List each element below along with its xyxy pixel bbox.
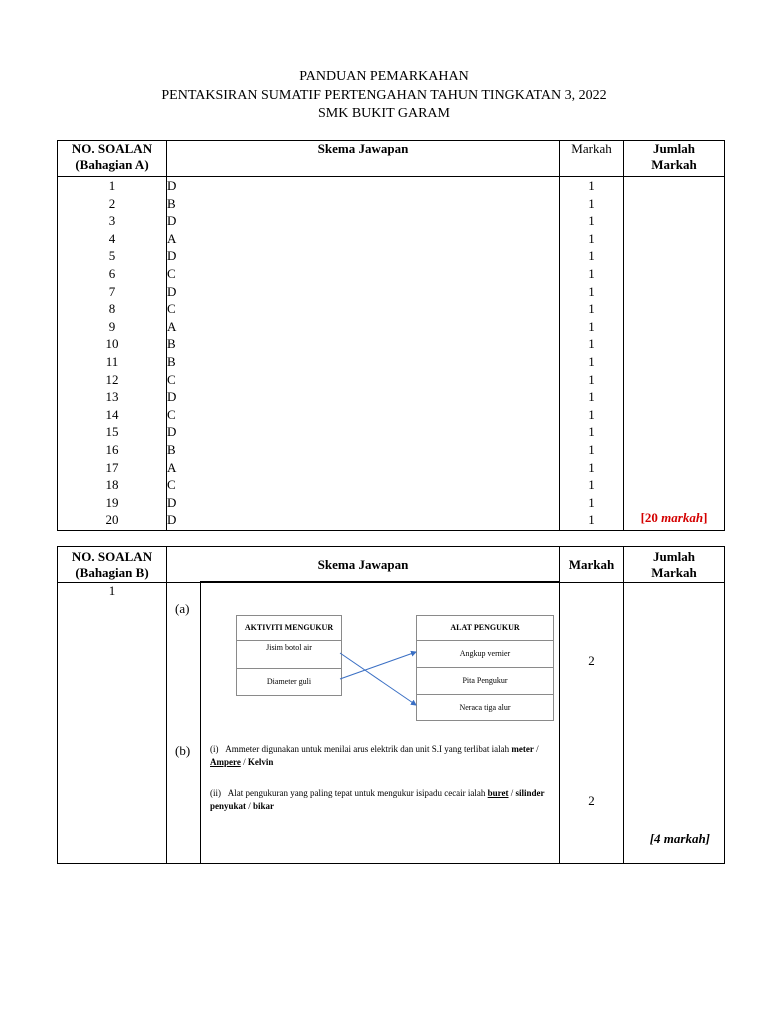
col-skema-b bbox=[167, 547, 560, 583]
answer-keys bbox=[167, 177, 560, 531]
b-i-option-1: meter bbox=[511, 744, 534, 754]
col-no-b-sub-label: (Bahagian B) bbox=[75, 564, 149, 580]
section-b-scheme-cell bbox=[167, 583, 560, 864]
b-ii-option-3: bikar bbox=[253, 801, 275, 811]
part-b-i bbox=[210, 743, 550, 769]
answer-key: D bbox=[167, 389, 177, 405]
section-a-total bbox=[624, 510, 724, 526]
answer-key: C bbox=[167, 477, 176, 493]
question-number: 20 bbox=[105, 512, 119, 528]
mark-value: 1 bbox=[588, 512, 595, 528]
question-number: 16 bbox=[105, 441, 119, 457]
section-a-total-cell bbox=[624, 177, 725, 531]
b-ii-text: Alat pengukuran yang paling tepat untuk mengukur isipadu cecair ialah bbox=[227, 788, 488, 798]
question-number: 11 bbox=[105, 353, 119, 369]
question-number: 6 bbox=[108, 265, 116, 281]
question-number: 18 bbox=[105, 477, 119, 493]
col-no-soalan bbox=[58, 141, 167, 177]
matching-diagram bbox=[227, 615, 552, 725]
section-b-body-row bbox=[58, 583, 725, 864]
school-name: SMK BUKIT GARAM bbox=[318, 106, 450, 121]
doc-subtitle: PENTAKSIRAN SUMATIF PERTENGAHAN TAHUN TINGKATAN 3, 2022 bbox=[161, 88, 607, 103]
question-number: 19 bbox=[105, 494, 119, 510]
answer-key: A bbox=[167, 230, 177, 246]
answer-key: D bbox=[167, 283, 177, 299]
section-a-body-row bbox=[58, 177, 725, 531]
col-jumlah-b-label: Jumlah bbox=[653, 548, 695, 564]
mark-value: 1 bbox=[588, 213, 595, 229]
answer-key: D bbox=[167, 512, 177, 528]
answer-key: D bbox=[167, 424, 177, 440]
answer-key: C bbox=[167, 406, 176, 422]
question-number: 5 bbox=[108, 248, 116, 264]
b-ii-sep-1: / bbox=[508, 788, 516, 798]
part-b-ii bbox=[210, 787, 550, 813]
tool-item-1: Angkup vernier bbox=[417, 640, 553, 667]
question-number: 14 bbox=[105, 406, 119, 422]
col-no-soalan-b bbox=[58, 547, 167, 583]
mark-value: 1 bbox=[588, 195, 595, 211]
col-skema bbox=[167, 141, 560, 177]
answer-key: B bbox=[167, 353, 176, 369]
matching-arrows bbox=[227, 615, 552, 725]
section-b-total-cell bbox=[624, 583, 725, 864]
col-jumlah-sub-label: Markah bbox=[651, 157, 697, 172]
question-b-no: 1 bbox=[108, 583, 116, 598]
activity-header: AKTIVITI MENGUKUR bbox=[244, 623, 334, 632]
mark-value: 1 bbox=[588, 494, 595, 510]
mark-value: 1 bbox=[588, 318, 595, 334]
answer-key: A bbox=[167, 318, 177, 334]
question-number: 13 bbox=[105, 389, 119, 405]
mark-value: 1 bbox=[588, 371, 595, 387]
col-jumlah bbox=[624, 141, 725, 177]
answer-key: C bbox=[167, 371, 176, 387]
question-number: 15 bbox=[105, 424, 119, 440]
answer-key: B bbox=[167, 441, 176, 457]
answer-key: B bbox=[167, 336, 176, 352]
part-b-mark: 2 bbox=[588, 793, 595, 808]
tool-item-3: Neraca tiga alur bbox=[417, 694, 553, 721]
mark-value: 1 bbox=[588, 441, 595, 457]
question-number: 10 bbox=[105, 336, 119, 352]
col-markah bbox=[560, 141, 624, 177]
col-skema-b-label: Skema Jawapan bbox=[317, 556, 409, 572]
section-b-total: [4 markah] bbox=[649, 831, 710, 846]
answer-key: D bbox=[167, 213, 177, 229]
mark-value: 1 bbox=[588, 248, 595, 264]
col-markah-b-label: Markah bbox=[568, 556, 615, 572]
tool-header: ALAT PENGUKUR bbox=[450, 623, 520, 632]
b-i-option-3: Kelvin bbox=[247, 757, 274, 767]
arrow-diameter-to-angkup bbox=[340, 652, 416, 679]
b-i-sep-2: / bbox=[240, 757, 248, 767]
b-i-option-2: Ampere bbox=[210, 757, 241, 767]
total-close: ] bbox=[703, 510, 708, 525]
answer-key: B bbox=[167, 195, 176, 211]
answer-key: D bbox=[167, 248, 177, 264]
inner-divider bbox=[200, 583, 201, 863]
b-i-text: Ammeter digunakan untuk menilai arus elektrik dan unit S.I yang terlibat ialah bbox=[225, 744, 512, 754]
question-number: 17 bbox=[105, 459, 119, 475]
question-number: 1 bbox=[108, 178, 116, 193]
mark-value: 1 bbox=[588, 353, 595, 369]
answer-key: D bbox=[167, 494, 177, 510]
answer-key: A bbox=[167, 459, 177, 475]
arrow-jisim-to-neraca bbox=[340, 653, 416, 705]
mark-value: 1 bbox=[588, 477, 595, 493]
question-number-b bbox=[58, 583, 167, 864]
section-a-header-row bbox=[58, 141, 725, 177]
mark-value: 1 bbox=[588, 424, 595, 440]
activity-item-1: Jisim botol air bbox=[237, 640, 341, 668]
mark-value: 1 bbox=[588, 230, 595, 246]
question-number: 8 bbox=[108, 301, 116, 317]
mark-value: 1 bbox=[588, 336, 595, 352]
mark-value: 1 bbox=[588, 178, 595, 193]
answer-key: C bbox=[167, 301, 176, 317]
section-b-table bbox=[57, 546, 725, 864]
doc-title: PANDUAN PEMARKAHAN bbox=[299, 69, 469, 84]
question-number: 4 bbox=[108, 230, 116, 246]
answer-key: C bbox=[167, 265, 176, 281]
mark-value: 1 bbox=[588, 459, 595, 475]
part-a-mark: 2 bbox=[588, 653, 595, 668]
part-b-label: (b) bbox=[175, 743, 191, 758]
col-jumlah-b-sub-label: Markah bbox=[651, 564, 697, 580]
inner-top-divider bbox=[200, 581, 560, 582]
mark-value: 1 bbox=[588, 406, 595, 422]
tool-item-2: Pita Pengukur bbox=[417, 667, 553, 694]
col-jumlah-b bbox=[624, 547, 725, 583]
col-no-label: NO. SOALAN bbox=[71, 141, 153, 156]
activity-item-2: Diameter guli bbox=[237, 668, 341, 695]
b-ii-option-1: buret bbox=[487, 788, 509, 798]
col-no-sub-label: (Bahagian A) bbox=[75, 157, 149, 172]
mark-value: 1 bbox=[588, 301, 595, 317]
col-markah-label: Markah bbox=[571, 141, 612, 156]
col-jumlah-label: Jumlah bbox=[653, 141, 695, 156]
question-number: 3 bbox=[108, 213, 116, 229]
question-numbers bbox=[58, 177, 167, 531]
question-number: 2 bbox=[108, 195, 116, 211]
mark-value: 1 bbox=[588, 389, 595, 405]
part-a-label: (a) bbox=[175, 601, 190, 616]
b-ii-sep-2: / bbox=[246, 801, 254, 811]
total-word: markah bbox=[661, 510, 704, 525]
col-skema-label: Skema Jawapan bbox=[317, 141, 409, 156]
mark-value: 1 bbox=[588, 265, 595, 281]
section-a-table bbox=[57, 140, 725, 531]
b-i-number: (i) bbox=[210, 744, 219, 754]
col-no-b-label: NO. SOALAN bbox=[71, 548, 153, 564]
question-number: 12 bbox=[105, 371, 119, 387]
mark-value: 1 bbox=[588, 283, 595, 299]
b-ii-number: (ii) bbox=[210, 788, 221, 798]
b-ii-option-2: silinder penyukat bbox=[210, 788, 545, 811]
b-i-sep-1: / bbox=[533, 744, 539, 754]
question-number: 9 bbox=[108, 318, 116, 334]
marks-column bbox=[560, 177, 624, 531]
question-number: 7 bbox=[108, 283, 116, 299]
col-markah-b bbox=[560, 547, 624, 583]
section-b-mark-cell bbox=[560, 583, 624, 864]
answer-key: D bbox=[167, 178, 177, 193]
total-open: [20 bbox=[640, 510, 662, 525]
section-b-header-row bbox=[58, 547, 725, 583]
